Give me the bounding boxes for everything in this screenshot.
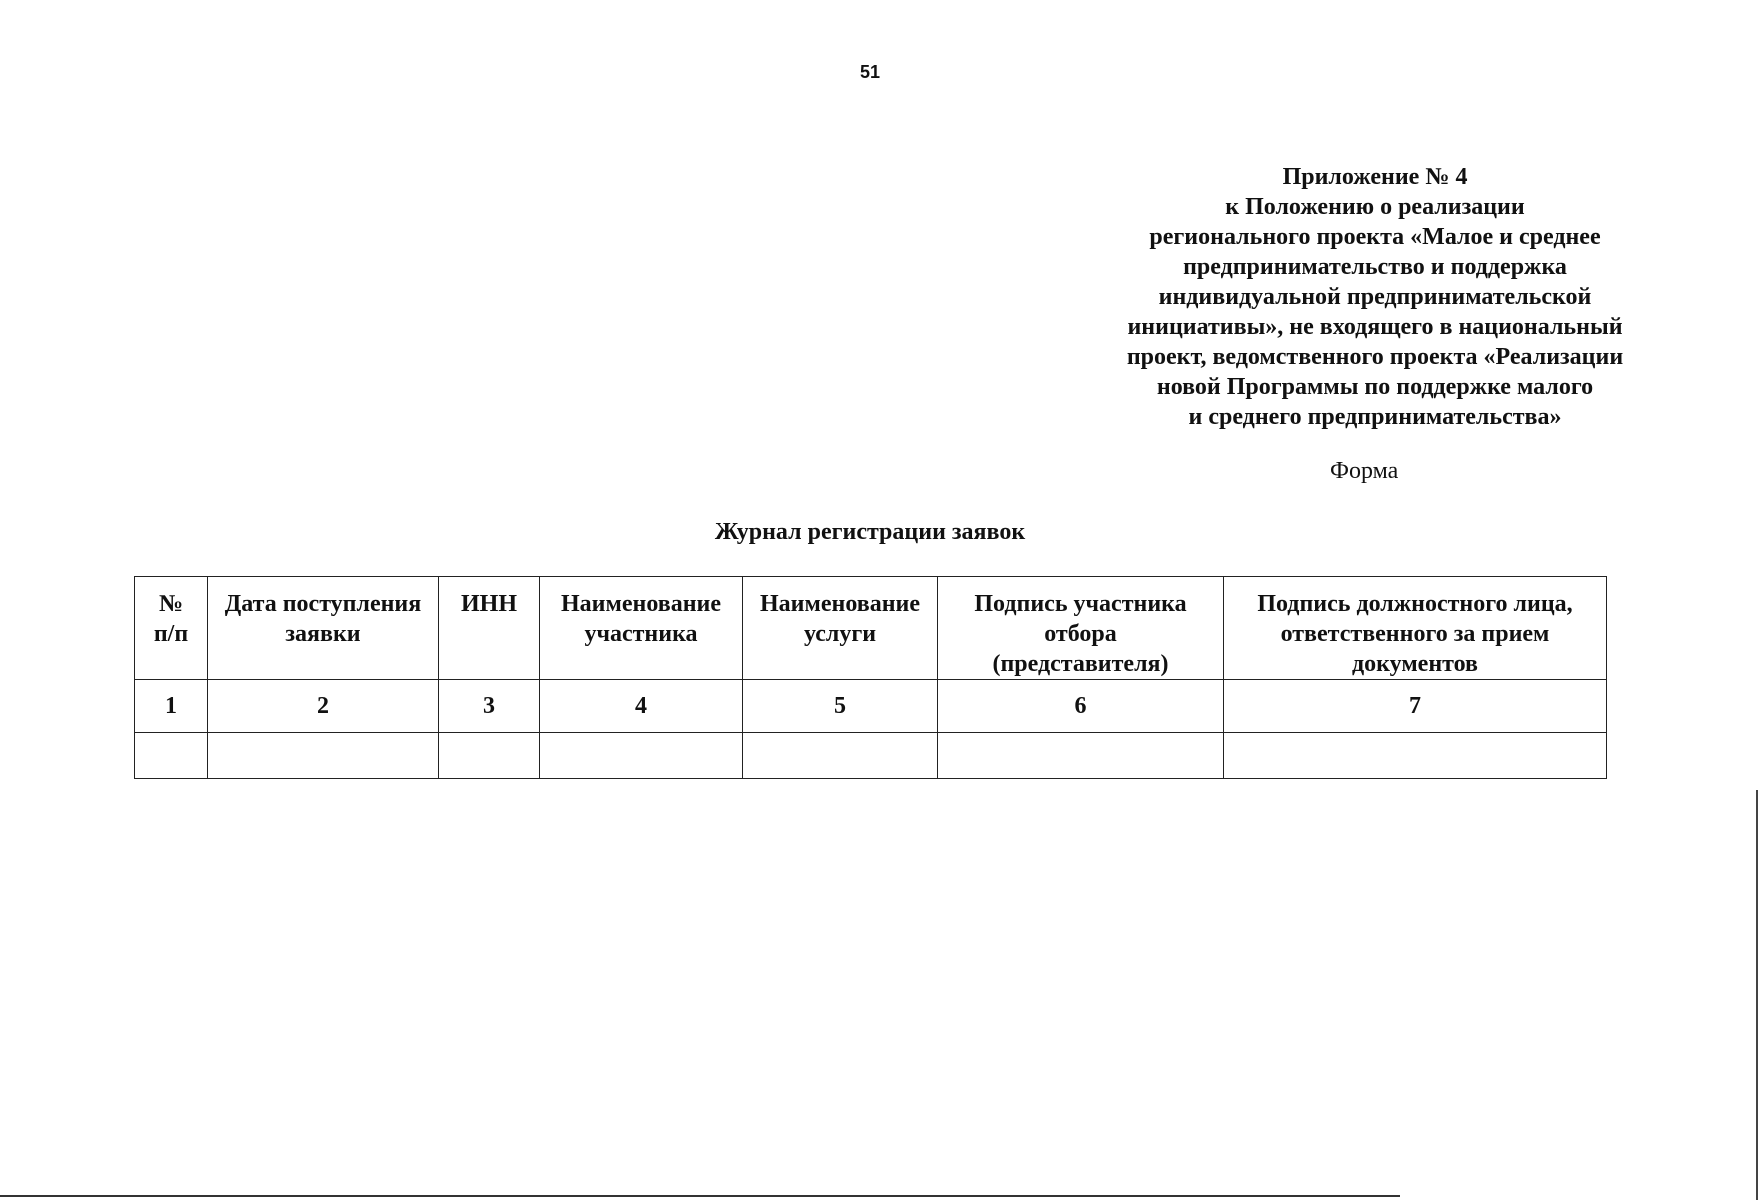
appendix-line: индивидуальной предпринимательской — [1158, 284, 1592, 310]
empty-cell — [135, 733, 208, 779]
appendix-line: регионального проекта «Малое и среднее — [1149, 224, 1601, 250]
header-text: п/п — [153, 621, 189, 647]
header-date — [208, 577, 439, 680]
appendix-line: и среднего предпринимательства» — [1188, 404, 1562, 430]
header-text: Дата поступления — [224, 591, 422, 617]
column-number-cell: 4 — [540, 680, 743, 733]
column-number-cell: 2 — [208, 680, 439, 733]
column-number-cell: 1 — [135, 680, 208, 733]
empty-cell — [208, 733, 439, 779]
column-number-row — [135, 680, 1607, 733]
header-participant-name — [540, 577, 743, 680]
table-header-row — [135, 577, 1607, 680]
header-number — [135, 577, 208, 680]
registration-table — [134, 576, 1607, 779]
header-text: ответственного за прием — [1280, 621, 1550, 647]
header-text: (представителя) — [992, 651, 1169, 677]
appendix-line: к Положению о реализации — [1225, 194, 1525, 220]
column-number-cell: 5 — [743, 680, 938, 733]
header-service-name — [743, 577, 938, 680]
form-label: Форма — [1330, 458, 1399, 484]
header-text: Подпись участника — [974, 591, 1187, 617]
appendix-line: новой Программы по поддержке малого — [1156, 374, 1594, 400]
appendix-line: Приложение № 4 — [1282, 164, 1468, 190]
page-number: 51 — [859, 62, 881, 82]
header-text: отбора — [1044, 621, 1117, 647]
header-text: участника — [584, 621, 698, 647]
header-text: услуги — [803, 621, 877, 647]
empty-cell — [938, 733, 1224, 779]
appendix-line: предпринимательство и поддержка — [1183, 254, 1567, 280]
header-participant-signature — [938, 577, 1224, 680]
empty-cell — [439, 733, 540, 779]
column-number-cell: 6 — [938, 680, 1224, 733]
scan-edge-line — [1756, 790, 1758, 1200]
appendix-heading — [1075, 162, 1675, 432]
empty-cell — [743, 733, 938, 779]
header-text: № — [158, 591, 184, 617]
header-inn — [439, 577, 540, 680]
appendix-line: проект, ведомственного проекта «Реализации — [1126, 344, 1624, 370]
header-text: ИНН — [460, 591, 517, 617]
empty-cell — [1224, 733, 1607, 779]
header-text: документов — [1352, 651, 1478, 677]
header-text: Наименование — [561, 591, 721, 617]
scan-edge-line — [0, 1195, 1400, 1197]
header-official-signature — [1224, 577, 1607, 680]
column-number-cell: 7 — [1224, 680, 1607, 733]
journal-title: Журнал регистрации заявок — [714, 519, 1026, 545]
header-text: заявки — [285, 621, 361, 647]
empty-cell — [540, 733, 743, 779]
appendix-line: инициативы», не входящего в национальный — [1127, 314, 1623, 340]
table-row — [135, 733, 1607, 779]
header-text: Подпись должностного лица, — [1257, 591, 1573, 617]
header-text: Наименование — [760, 591, 920, 617]
column-number-cell: 3 — [439, 680, 540, 733]
